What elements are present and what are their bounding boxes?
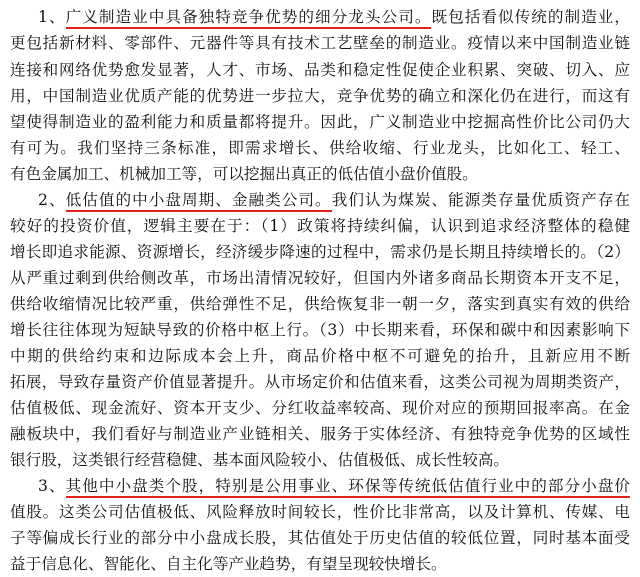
body-line: 拓展，导致存量资产价值显著提升。从市场定价和估值来看，这类公司视为周期类资产， xyxy=(10,373,630,391)
body-line: 有色金属加工、机械加工等，可以挖掘出真正的低估值小盘价值股。 xyxy=(10,165,478,183)
list-number: 3、 xyxy=(38,477,66,495)
paragraph-1-heading-line xyxy=(38,4,630,30)
body-line: 融板块中，我们看好与制造业产业链相关、服务于实体经济、有独特竞争优势的区域性 xyxy=(10,425,630,443)
body-text: 既包括看似传统的制造业， xyxy=(431,8,630,26)
paragraph-3-heading-line xyxy=(38,473,630,499)
list-number: 1、 xyxy=(38,8,66,26)
body-line: 连接和网络优势愈发显著，人才、市场、品类和稳定性促使企业积累、突破、切入、应 xyxy=(10,61,630,79)
body-text: 我们认为煤炭、能源类存量优质资产存在 xyxy=(331,191,630,209)
body-line: 更包括新材料、零部件、元器件等具有技术工艺壁垒的制造业。疫情以来中国制造业链 xyxy=(10,34,630,52)
body-line: 增长即追求能源、资源增长，经济缓步降速的过程中，需求仍是长期且持续增长的。（2） xyxy=(10,243,630,261)
list-number: 2、 xyxy=(38,191,66,209)
body-line: 值股。这类公司估值极低、风险释放时间较长，性价比非常高，以及计算机、传媒、电 xyxy=(10,503,630,521)
highlighted-heading: 低估值的中小盘周期、金融类公司。 xyxy=(66,191,332,212)
body-line: 供给收缩情况比较严重，供给弹性不足，供给恢复非一朝一夕，落实到真实有效的供给 xyxy=(10,295,630,313)
body-line: 用，中国制造业优质产能的优势进一步拉大，竞争优势的确立和深化仍在进行，而这有 xyxy=(10,87,630,105)
body-line: 增长往往体现为短缺导致的价格中枢上行。（3）中长期来看，环保和碳中和因素影响下 xyxy=(10,321,630,339)
body-line: 子等偏成长行业的部分中小盘成长股，其估值处于历史估值的较低位置，同时基本面受 xyxy=(10,529,630,547)
paragraph-2-heading-line xyxy=(38,187,630,213)
highlighted-heading: 其他中小盘类个股，特别是公用事业、环保等传统低估值行业中的部分小盘价 xyxy=(66,477,630,498)
body-line: 有可为。我们坚持三条标准，即需求增长、供给收缩、行业龙头，比如化工、轻工、 xyxy=(10,139,630,157)
body-line: 望使得制造业的盈利能力和质量都将提升。因此，广义制造业中挖掘高性价比公司仍大 xyxy=(10,113,630,131)
body-line: 中期的供给约束和边际成本会上升，商品价格中枢不可避免的抬升，且新应用不断 xyxy=(10,347,630,365)
body-line: 从严重过剩到供给侧改革，市场出清情况较好，但国内外诸多商品长期资本开支不足， xyxy=(10,269,630,287)
body-line: 较好的投资价值，逻辑主要在于：（1）政策将持续纠偏，认识到追求经济整体的稳健 xyxy=(10,217,630,235)
body-line: 估值极低、现金流好、资本开支少、分红收益率较高、现价对应的预期回报率高。在金 xyxy=(10,399,630,417)
body-line: 益于信息化、智能化、自主化等产业趋势，有望呈现较快增长。 xyxy=(10,555,447,573)
highlighted-heading: 广义制造业中具备独特竞争优势的细分龙头公司。 xyxy=(66,8,432,29)
body-line: 银行股，这类银行经营稳健、基本面风险较小、估值极低、成长性较高。 xyxy=(10,451,510,469)
